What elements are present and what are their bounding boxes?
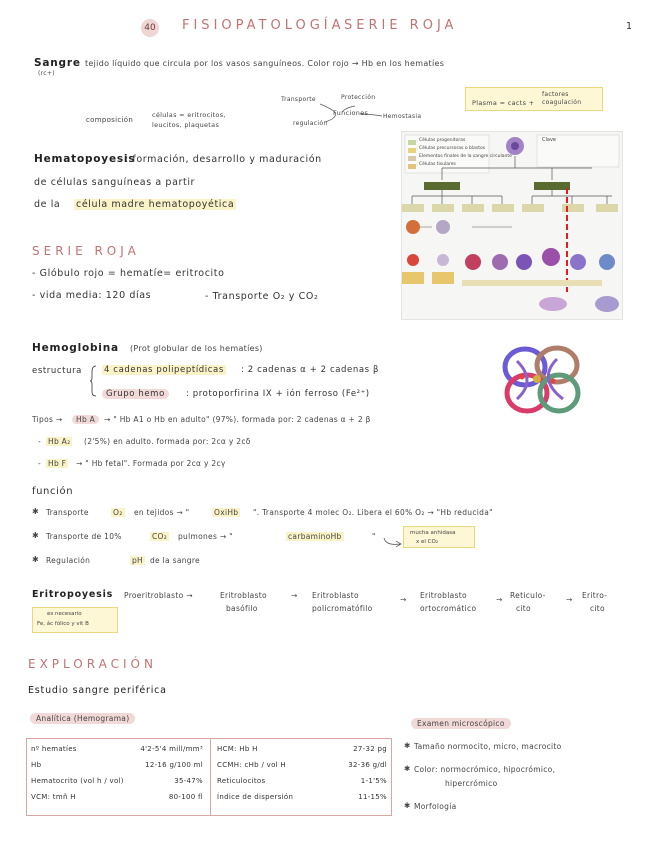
funciones-brace <box>300 98 390 126</box>
funcion-1-pre: Transporte <box>46 508 89 517</box>
diagram-legend-4: Células tisulares <box>419 162 456 167</box>
grupo-hemo-highlight: Grupo hemo <box>102 389 169 399</box>
table-cell: 11-15% <box>358 793 387 801</box>
func-regulacion: regulación <box>293 120 328 127</box>
anhidasa-note-2: x el CO₂ <box>416 539 439 545</box>
hb-a2-highlight: Hb A₂ <box>48 437 71 446</box>
step-basofilo-1: Eritroblasto <box>220 591 267 600</box>
arrow-3: → <box>496 595 503 604</box>
table-row <box>213 773 391 789</box>
table-cell: Reticulocitos <box>217 777 266 785</box>
table-row <box>213 757 391 773</box>
exploracion-title: EXPLORACIÓN <box>28 657 157 671</box>
serie-roja-title: SERIE ROJA <box>32 244 140 258</box>
cadenas-highlight: 4 cadenas polipeptídicas <box>104 365 224 375</box>
funcion-bullet-3: ✱ <box>32 555 40 564</box>
examen-label: Examen microscópico <box>411 718 511 729</box>
funcion-2-mid: pulmones → " <box>178 532 233 541</box>
step-ortocromatico-1: Eritroblasto <box>420 591 467 600</box>
funcion-1-mid: en tejidos → " <box>134 508 190 517</box>
page-number: 1 <box>626 21 633 32</box>
func-transporte: Transporte <box>281 96 316 103</box>
table-cell: 12-16 g/100 ml <box>145 761 203 769</box>
table-cell: 32-36 g/dl <box>348 761 387 769</box>
micro-color-1: Color: normocrómico, hipocrómico, <box>414 765 556 774</box>
hemograma-table <box>26 738 392 816</box>
table-cell: 4'2-5'4 mill/mm³ <box>140 745 203 753</box>
func-proteccion: Protección <box>341 94 376 101</box>
func-hemostasia: Hemostasia <box>383 113 422 120</box>
table-cell: Índice de dispersión <box>217 793 294 801</box>
step-basofilo-2: basófilo <box>226 604 258 613</box>
funcion-bullet-1: ✱ <box>32 507 40 516</box>
tipos-bullet-2: - <box>38 437 42 446</box>
anhidasa-note <box>403 526 475 548</box>
page-badge: 40 <box>141 19 159 37</box>
hemoglobina-term: Hemoglobina <box>32 342 119 354</box>
func-funciones: Funciones <box>333 109 369 117</box>
estructura-label: estructura <box>32 366 82 376</box>
table-cell: 1-1'5% <box>360 777 387 785</box>
micro-tamano: Tamaño normocito, micro, macrocito <box>414 742 562 751</box>
grupo-hemo-rest: : protoporfirina IX + ión ferroso (Fe²⁺) <box>186 389 370 399</box>
composicion-value-2: leucitos, plaquetas <box>152 121 220 129</box>
micro-bullet-1: ✱ <box>404 741 411 750</box>
diagram-svg <box>402 132 624 321</box>
celula-madre-highlight: célula madre hematopoyética <box>76 199 235 210</box>
diagram-title: Clave <box>542 137 556 143</box>
hematopoyesis-line-3a: de la <box>34 199 61 210</box>
funcion-3-rest: de la sangre <box>150 556 200 565</box>
funcion-1-rest: ". Transporte 4 molec O₂. Libera el 60% O₂ → "Hb reducida" <box>253 508 493 517</box>
composicion-label: composición <box>86 116 134 124</box>
estudio-sangre: Estudio sangre periférica <box>28 685 167 696</box>
diagram-legend-3: Elementos finales de la sangre circulante <box>419 154 512 159</box>
composicion-value-1: células = eritrocitos, <box>152 111 226 119</box>
diagram-legend-1: Células progenitoras <box>419 138 466 143</box>
o2-highlight: O₂ <box>113 508 123 517</box>
funcion-2-pre: Transporte de 10% <box>46 532 122 541</box>
micro-color-2: hipercrómico <box>445 779 498 788</box>
eritropoyesis-term: Eritropoyesis <box>32 589 114 600</box>
micro-bullet-3: ✱ <box>404 801 411 810</box>
micro-morfologia: Morfología <box>414 802 457 811</box>
table-row <box>27 773 207 789</box>
sangre-definition-2: (rc+) <box>38 70 55 77</box>
plasma-box <box>465 87 603 111</box>
table-cell: HCM: Hb H <box>217 745 258 753</box>
step-eritrocito-2: cito <box>590 604 605 613</box>
page-subtitle: SERIE ROJA <box>344 18 458 33</box>
hemoglobina-subtitle: (Prot globular de los hematíes) <box>130 344 263 353</box>
anhidasa-arrow <box>382 536 404 548</box>
hemograma-left <box>27 741 207 805</box>
eritropoyesis-note-2: Fe, ác fólico y vit B <box>37 621 89 627</box>
funcion-title: función <box>32 486 74 497</box>
page-title: FISIOPATOLOGÍA <box>182 18 345 33</box>
hematopoyesis-line-1: : formación, desarrollo y maduración <box>125 154 322 165</box>
table-cell: 27-32 pg <box>353 745 387 753</box>
hematopoyesis-diagram <box>401 131 623 320</box>
hb-a-highlight: Hb A <box>72 415 99 424</box>
sangre-term: Sangre <box>34 57 81 69</box>
co2-highlight: CO₂ <box>152 532 168 541</box>
step-eritrocito-1: Eritro- <box>582 591 608 600</box>
micro-bullet-2: ✱ <box>404 764 411 773</box>
sangre-definition: tejido líquido que circula por los vasos sanguíneos. Color rojo → Hb en los hematíes <box>85 59 445 68</box>
step-ortocromatico-2: ortocromático <box>420 604 477 613</box>
table-row <box>27 789 207 805</box>
table-cell: 80-100 fl <box>168 793 203 801</box>
funcion-bullet-2: ✱ <box>32 531 40 540</box>
tipos-bullet-3: - <box>38 459 42 468</box>
arrow-4: → <box>566 595 573 604</box>
arrow-1: → <box>291 591 298 600</box>
hematopoyesis-term: Hematopoyesis <box>34 153 136 165</box>
step-proeritroblasto: Proeritroblasto → <box>124 591 193 600</box>
anhidasa-note-1: mucha anhidasa <box>410 530 456 536</box>
serie-roja-line-2: - vida media: 120 días <box>32 290 152 301</box>
plasma-coagulacion: coagulación <box>542 99 582 106</box>
plasma-text: Plasma = cacts + <box>472 99 535 107</box>
table-row <box>213 741 391 757</box>
analitica-label: Analítica (Hemograma) <box>30 713 135 724</box>
plasma-factores: factores <box>542 91 569 98</box>
estructura-brace <box>90 364 98 398</box>
table-row <box>27 741 207 757</box>
funcion-2-end: " <box>372 532 376 541</box>
tipos-line-1: → " Hb A1 o Hb en adulto" (97%). formada por: 2 cadenas α + 2 β <box>104 415 371 424</box>
ph-highlight: pH <box>132 556 144 565</box>
oxihb-highlight: OxiHb <box>214 508 239 517</box>
funcion-3-pre: Regulación <box>46 556 91 565</box>
diagram-legend-2: Células precursoras o blastos <box>419 146 486 151</box>
hb-f-highlight: Hb F <box>48 459 67 468</box>
table-cell: 35-47% <box>174 777 203 785</box>
table-cell: Hb <box>31 761 42 769</box>
table-cell: VCM: tmñ H <box>31 793 76 801</box>
hematopoyesis-line-2: de células sanguíneas a partir <box>34 177 196 188</box>
hemograma-right <box>213 741 391 805</box>
table-cell: CCMH: cHb / vol H <box>217 761 286 769</box>
eritropoyesis-note-1: es necesario <box>47 611 82 617</box>
step-reticulocito-1: Reticulo- <box>510 591 546 600</box>
hemoglobina-molecule-image <box>497 341 587 419</box>
step-reticulocito-2: cito <box>516 604 531 613</box>
table-cell: nº hematíes <box>31 745 77 753</box>
tipos-line-3: → " Hb fetal". Formada por 2cα y 2cγ <box>76 459 226 468</box>
table-cell: Hematocrito (vol h / vol) <box>31 777 124 785</box>
step-policromatofilo-2: policromatófilo <box>312 604 373 613</box>
serie-roja-line-3: - Transporte O₂ y CO₂ <box>205 291 319 302</box>
table-divider <box>210 739 211 815</box>
serie-roja-line-1: - Glóbulo rojo = hematíe= eritrocito <box>32 268 225 279</box>
cadenas-rest: : 2 cadenas α + 2 cadenas β <box>241 365 380 375</box>
tipos-line-2: (2'5%) en adulto. formada por: 2cα y 2cδ <box>84 437 251 446</box>
carbaminohb-highlight: carbaminoHb <box>288 532 342 541</box>
arrow-2: → <box>400 595 407 604</box>
table-row <box>27 757 207 773</box>
table-row <box>213 789 391 805</box>
eritropoyesis-note <box>32 607 118 633</box>
tipos-label: Tipos → <box>32 415 63 424</box>
step-policromatofilo-1: Eritroblasto <box>312 591 359 600</box>
